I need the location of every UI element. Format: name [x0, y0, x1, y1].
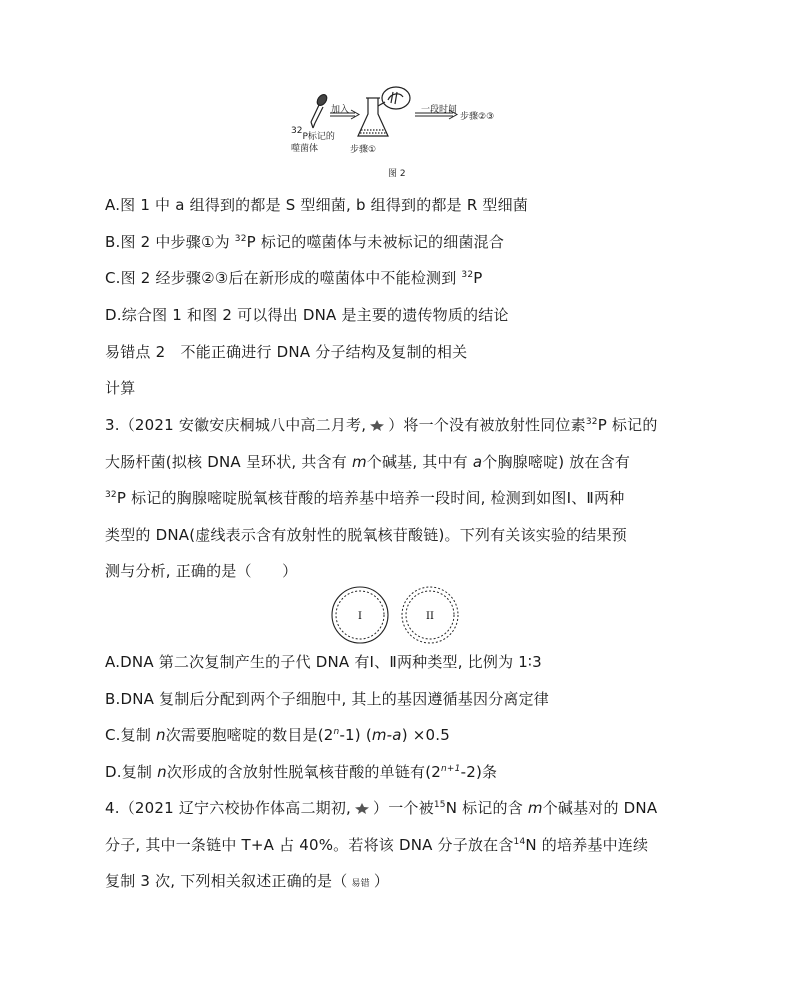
section-2-title: 易错点 2 不能正确进行 DNA 分子结构及复制的相关: [105, 343, 468, 361]
phage-dropper-icon: [311, 93, 329, 128]
q3-line-5: 测与分析, 正确的是（ ）: [105, 562, 298, 580]
q3-option-d: D.复制 n次形成的含放射性脱氧核苷酸的单链有$(2^{n+1}-2)$条: [105, 763, 498, 781]
q3-line-4: 类型的 DNA(虚线表示含有放射性的脱氧核苷酸链)。下列有关该实验的结果预: [105, 526, 627, 544]
circle-1-label: I: [358, 611, 362, 622]
difficulty-star-icon: [353, 802, 371, 814]
q4-line-3: 复制 3 次, 下列相关叙述正确的是（ 易错 ）: [105, 872, 390, 890]
figure-2-caption: 图 2: [388, 169, 406, 179]
step1-label: 步骤①: [350, 145, 377, 155]
section-2-title-cont: 计算: [105, 379, 136, 397]
circle-2-label: II: [426, 611, 434, 622]
q4-line-1: 4.（2021 辽宁六校协作体高二期初, ）一个被$^{15}$N 标记的含 m个碱基对的 DNA: [105, 799, 658, 817]
q3-line-3: $^{32}$P 标记的胸腺嘧啶脱氧核苷酸的培养基中培养一段时间, 检测到如图Ⅰ、Ⅱ两种: [105, 489, 625, 507]
add-label: 加入: [331, 105, 350, 115]
option-b: B.图 2 中步骤①为 $^{32}$P 标记的噬菌体与未被标记的细菌混合: [105, 233, 505, 251]
error-prone-tag: 易错: [351, 879, 370, 889]
q3-option-c: C.复制 n次需要胞嘧啶的数目是(2$^n$-1) (m-a) ×0.5: [105, 726, 450, 744]
q3-option-a: A.DNA 第二次复制产生的子代 DNA 有Ⅰ、Ⅱ两种类型, 比例为 1∶3: [105, 653, 542, 671]
q3-line-2: 大肠杆菌(拟核 DNA 呈环状, 共含有 m个碱基, 其中有 a个胸腺嘧啶) 放在含有: [105, 453, 631, 471]
time-label: 一段时间: [421, 105, 458, 115]
difficulty-star-icon: [368, 419, 386, 431]
q3-option-b: B.DNA 复制后分配到两个子细胞中, 其上的基因遵循基因分离定律: [105, 690, 549, 708]
zoom-circle-icon: [378, 87, 410, 109]
option-d: D.综合图 1 和图 2 可以得出 DNA 是主要的遗传物质的结论: [105, 306, 509, 324]
option-c: C.图 2 经步骤②③后在新形成的噬菌体中不能检测到 $^{32}$P: [105, 269, 483, 287]
steps23-label: 步骤②③: [460, 112, 495, 122]
dna-type-diagram: [330, 584, 470, 646]
q3-line-1: 3.（2021 安徽安庆桐城八中高二月考, ）将一个没有被放射性同位素$^{32}$P 标记的: [105, 416, 658, 434]
option-a: A.图 1 中 a 组得到的都是 S 型细菌, b 组得到的都是 R 型细菌: [105, 196, 529, 214]
q4-line-2: 分子, 其中一条链中 T+A 占 40%。若将该 DNA 分子放在含$^{14}$N 的培养基中连续: [105, 836, 649, 854]
phage-label: $^{32}$P标记的 噬菌体: [291, 126, 335, 154]
